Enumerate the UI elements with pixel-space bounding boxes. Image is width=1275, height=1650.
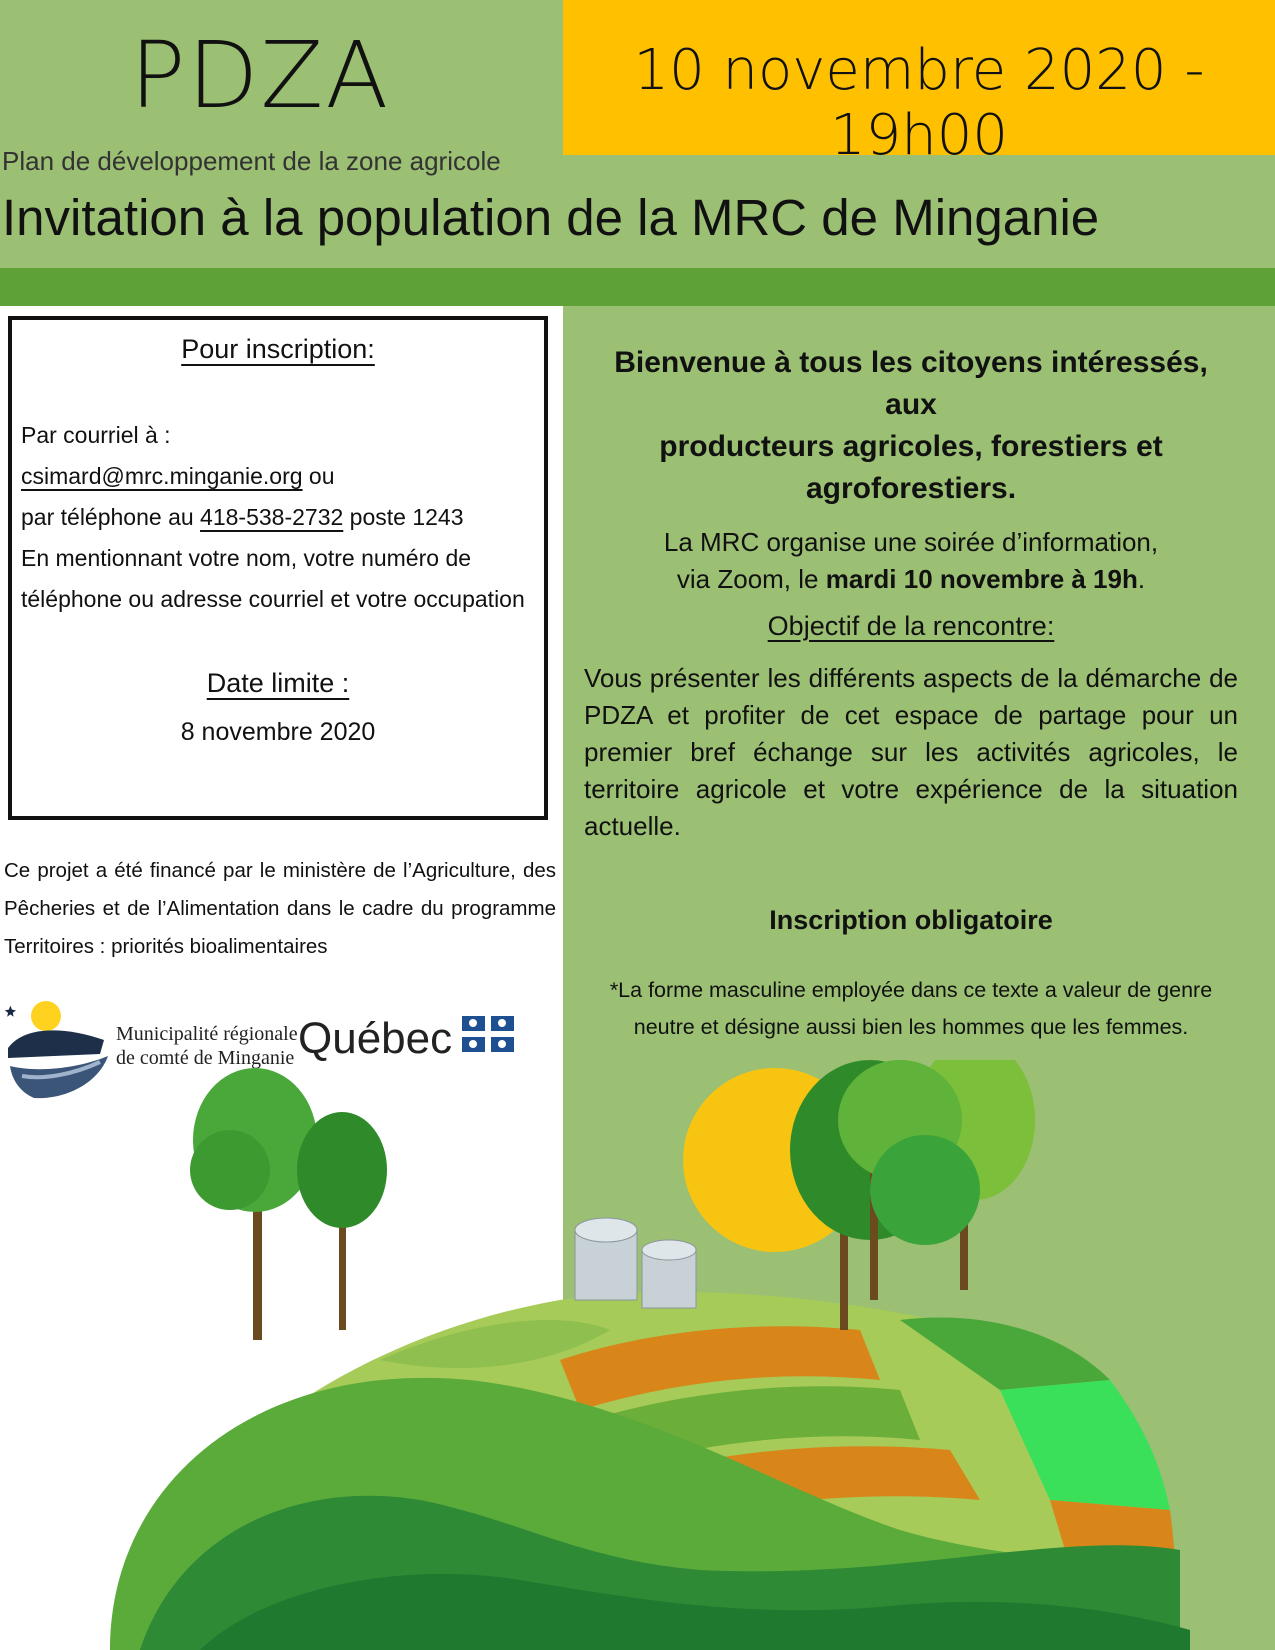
- welcome-message: Bienvenue à tous les citoyens intéressés, aux producteurs agricoles, forestiers et agroforestiers.: [614, 346, 1208, 505]
- silo-icon: [575, 1218, 696, 1308]
- email-link[interactable]: csimard@mrc.minganie.org: [21, 463, 303, 489]
- mrc-name: Municipalité régionale de comté de Minganie: [116, 1023, 298, 1069]
- funding-note: Ce projet a été financé par le ministère de l’Agriculture, des Pêcheries et de l’Alimentation dans le cadre du programme Territoires : priorités bioalimentaires: [4, 859, 556, 958]
- email-line: csimard@mrc.minganie.org ou: [21, 463, 335, 489]
- tree-icon: [190, 1068, 317, 1340]
- objective-title: Objectif de la rencontre:: [767, 611, 1055, 641]
- deadline-label: Date limite :: [206, 668, 350, 698]
- registration-required: Inscription obligatoire: [769, 905, 1053, 935]
- deadline-value: 8 novembre 2020: [180, 718, 376, 746]
- quebec-flag-icon: [462, 1016, 514, 1052]
- phone-line: par téléphone au 418-538-2732 poste 1243: [21, 504, 464, 530]
- phone-link[interactable]: 418-538-2732: [200, 504, 344, 530]
- divider-band: [0, 268, 1275, 306]
- mention-line-2: téléphone ou adresse courriel et votre occupation: [21, 586, 525, 612]
- gender-footnote: *La forme masculine employée dans ce texte a valeur de genre neutre et désigne aussi bien les hommes que les femmes.: [609, 978, 1213, 1039]
- event-date: 10 novembre 2020 - 19h00: [633, 38, 1205, 168]
- farm-landscape-illustration: [0, 1060, 1275, 1650]
- quebec-logo-text: Québec: [298, 1014, 453, 1063]
- mention-line-1: En mentionnant votre nom, votre numéro de: [21, 545, 472, 571]
- tree-icon: [297, 1112, 387, 1330]
- page-subtitle: Plan de développement de la zone agricole: [2, 146, 501, 176]
- registration-box: [8, 316, 548, 820]
- event-date-box: [563, 0, 1275, 168]
- page-title: PDZA: [130, 22, 391, 129]
- registration-details: [21, 415, 525, 620]
- email-label: Par courriel à :: [21, 422, 171, 448]
- invitation-title: Invitation à la population de la MRC de Minganie: [2, 189, 1100, 246]
- event-description: La MRC organise une soirée d’information, via Zoom, le mardi 10 novembre à 19h.: [663, 527, 1159, 594]
- registration-title: Pour inscription:: [181, 334, 375, 364]
- objective-text: Vous présenter les différents aspects de la démarche de PDZA et profiter de cet espace de partage pour un premier bref échange sur les activités agricoles, le territoire agricole et votre expérience de la situation actuelle.: [584, 663, 1238, 841]
